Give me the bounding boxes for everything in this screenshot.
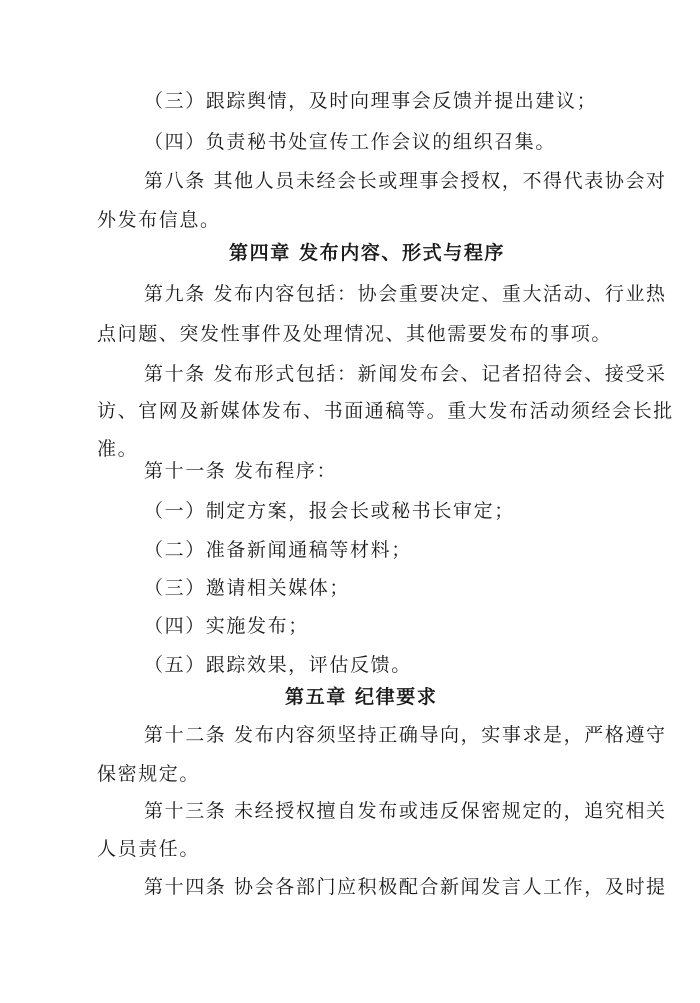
procedure-step-4: （四）实施发布； <box>144 615 309 637</box>
article-8-line-1: 第八条 其他人员未经会长或理事会授权，不得代表协会对 <box>144 170 667 192</box>
procedure-step-2: （二）准备新闻通稿等材料； <box>144 539 412 561</box>
article-10-line-1: 第十条 发布形式包括：新闻发布会、记者招待会、接受采 <box>144 363 667 385</box>
chapter-4-heading: 第四章 发布内容、形式与程序 <box>229 242 506 264</box>
item-4-organize-meeting: （四）负责秘书处宣传工作会议的组织召集。 <box>144 131 557 153</box>
article-13-line-1: 第十三条 未经授权擅自发布或违反保密规定的，追究相关 <box>144 800 667 822</box>
article-12-line-2: 保密规定。 <box>97 763 201 785</box>
article-12-line-1: 第十二条 发布内容须坚持正确导向，实事求是，严格遵守 <box>144 724 667 746</box>
article-13-line-2: 人员责任。 <box>97 838 201 860</box>
article-8-line-2: 外发布信息。 <box>97 209 221 231</box>
procedure-step-3: （三）邀请相关媒体； <box>144 577 351 599</box>
article-9-line-1: 第九条 发布内容包括：协会重要决定、重大活动、行业热 <box>144 283 667 305</box>
procedure-step-5: （五）跟踪效果，评估反馈。 <box>144 654 412 676</box>
article-10-line-2: 访、官网及新媒体发布、书面通稿等。重大发布活动须经会长批 <box>97 400 674 422</box>
article-10-line-3: 准。 <box>97 438 139 460</box>
article-11-heading-line: 第十一条 发布程序： <box>144 460 338 482</box>
article-9-line-2: 点问题、突发性事件及处理情况、其他需要发布的事项。 <box>97 323 613 345</box>
item-3-track-opinion: （三）跟踪舆情，及时向理事会反馈并提出建议； <box>144 90 598 112</box>
procedure-step-1: （一）制定方案，报会长或秘书长审定； <box>144 500 515 522</box>
article-14-line-1: 第十四条 协会各部门应积极配合新闻发言人工作，及时提 <box>144 876 667 898</box>
chapter-5-heading: 第五章 纪律要求 <box>285 686 438 708</box>
